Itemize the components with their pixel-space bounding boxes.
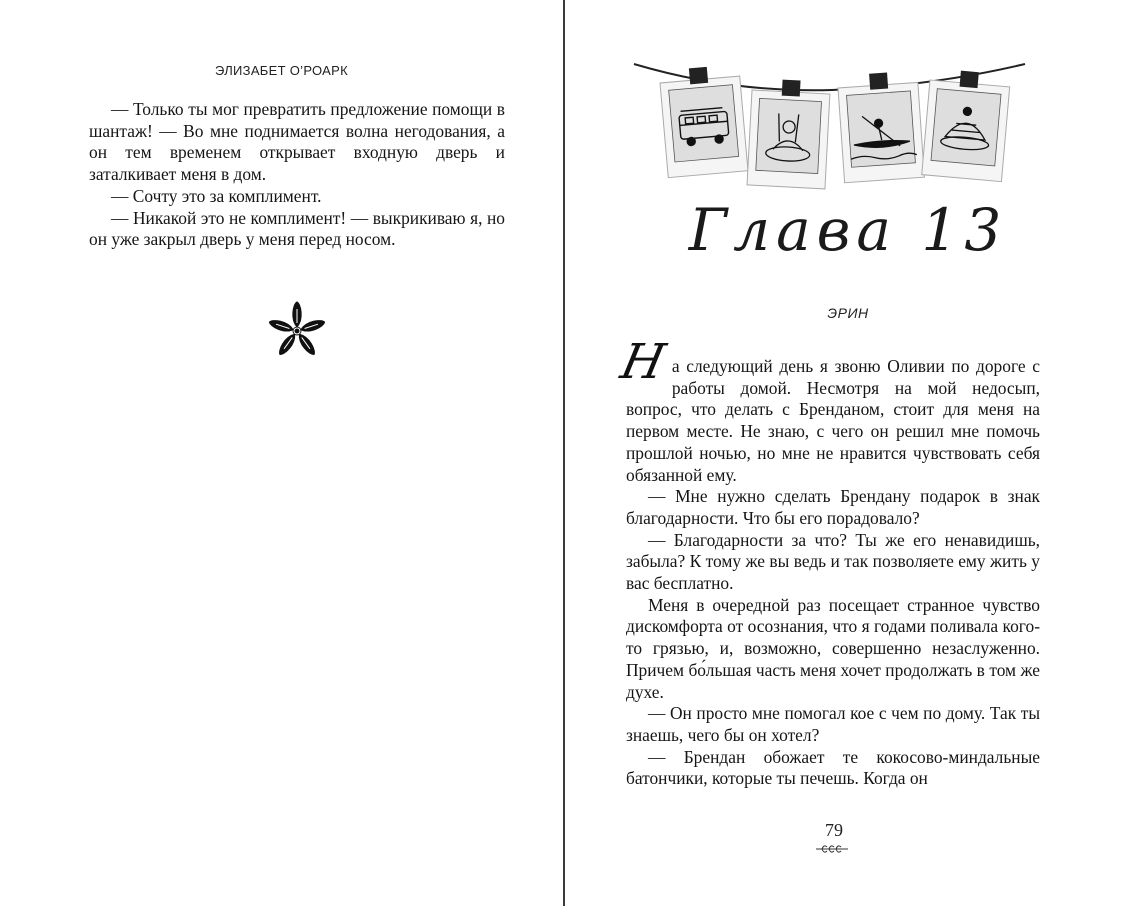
chapter-title: Глава 13 [688,196,1008,264]
first-paragraph [616,334,1040,486]
hanging-photos-illustration [632,58,1027,193]
paragraph: — Он просто мне помогал кое с чем по дому. Так ты знаешь, чего бы он хотел? [626,703,1040,745]
paragraph: — Сочту это за комплимент. [111,185,322,206]
paragraph: — Благодарности за что? Ты же его ненавидишь, забыла? К тому же вы ведь и так позволяете ему жить у вас бесплатно. [626,529,1040,594]
book-gutter [563,0,565,906]
paragraph: — Мне нужно сделать Брендану подарок в знак благодарности. Что бы его порадовало? [626,486,1040,528]
paragraph: — Брендан обожает те кокосово-миндальные батончики, которые ты печешь. Когда он [626,746,1040,789]
page-number: 79 [825,820,843,840]
paragraph: — Только ты мог превратить предложение помощи в шантаж! — Во мне поднимается волна негодования, а он тем временем открывает входную дверь и заталкивает меня в дом. [89,99,505,185]
paragraph: Меня в очередной раз посещает странное чувство дискомфорта от осознания, что я годами поливала кого-то грязью, и, возможно, совершенно незаслуженно. Причем бо́льшая часть меня хочет продолжать в том же духе. [626,594,1040,702]
right-page-text [616,334,1040,790]
paragraph: — Никакой это не комплимент! — выкрикиваю я, но он уже закрыл дверь у меня перед носом. [89,207,505,250]
pov-character-name: ЭРИН [827,305,869,321]
first-paragraph-text: а следующий день я звоню Оливии по дороге с работы домой. Несмотря на мой недосып, вопрос, что делать с Бренданом, стоит для меня на первом месте. Не знаю, с чего он решил мне помочь прошлой ночью, но мне не нравится чувствовать себя обязанной ему. [626,356,1040,485]
flower-icon [266,300,328,362]
drop-cap: Н [616,334,670,390]
left-page-text [89,99,505,251]
running-head: ЭЛИЗАБЕТ О’РОАРК [215,63,348,78]
leaf-ornament-icon [814,842,850,856]
